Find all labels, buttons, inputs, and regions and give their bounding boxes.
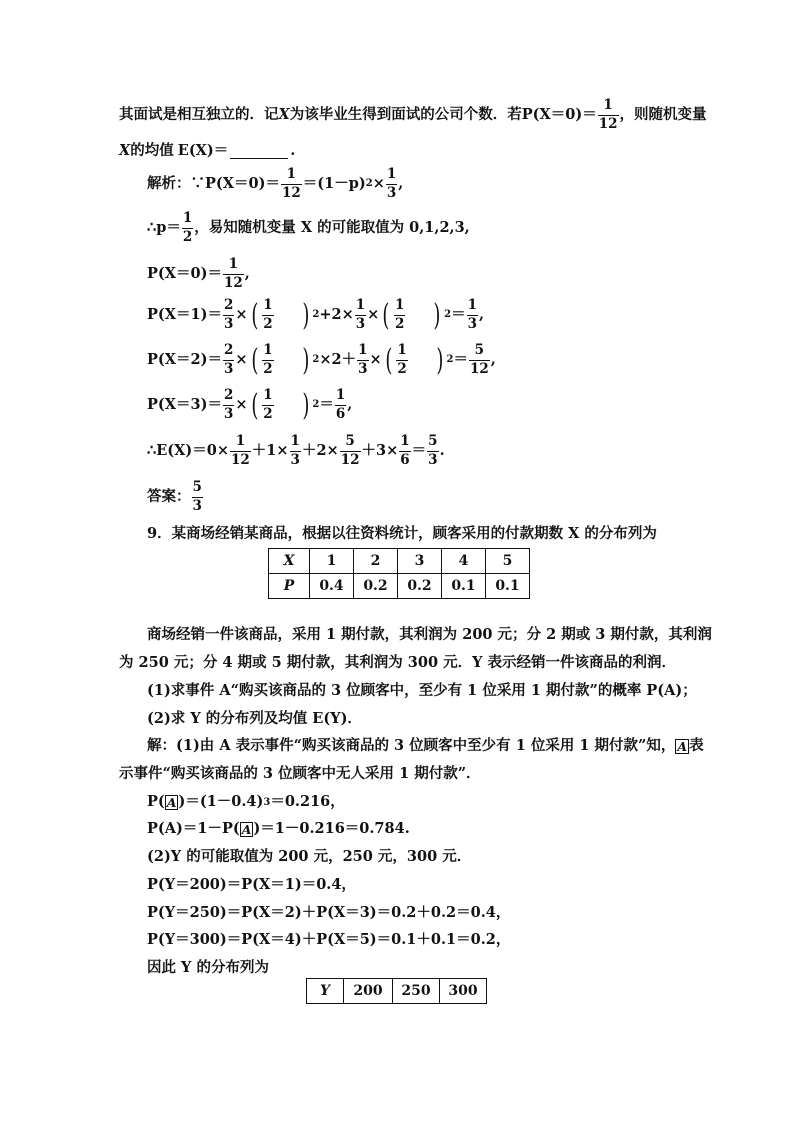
exponent: 2 xyxy=(365,178,373,189)
text: × xyxy=(235,305,248,323)
fraction: $\frac{1}{6}$ xyxy=(335,387,346,422)
fraction: $\frac{1}{2}$ xyxy=(397,342,407,377)
text: , xyxy=(244,264,250,282)
table-cell: 3 xyxy=(398,549,442,574)
text: )＝1－0.216＝0.784. xyxy=(253,820,410,838)
paragraph-line xyxy=(147,795,345,810)
text: )＝(1－0.4) xyxy=(178,793,264,811)
text: , xyxy=(347,395,353,413)
text: 表 xyxy=(689,737,704,755)
fraction: $\frac{5}{12}$ xyxy=(469,342,489,377)
paragraph-line xyxy=(119,656,676,671)
text: ∴E(X)＝0× xyxy=(147,441,229,459)
text: × xyxy=(235,395,248,413)
paragraph-line xyxy=(147,684,697,699)
text: P(X＝3)＝ xyxy=(147,395,222,413)
text: , xyxy=(479,305,485,323)
paragraph-line xyxy=(147,961,269,976)
complement-a-symbol: A xyxy=(677,739,688,754)
fraction: $\frac{1}{3}$ xyxy=(386,166,397,201)
fraction: $\frac{1}{12}$ xyxy=(223,256,243,291)
fraction: $\frac{1}{12}$ xyxy=(281,166,301,201)
fraction: $\frac{5}{12}$ xyxy=(340,433,360,468)
table-cell: 200 xyxy=(344,979,393,1004)
text: +2× xyxy=(319,305,354,323)
fraction: $\frac{2}{3}$ xyxy=(223,387,234,422)
paren: ) xyxy=(302,342,310,378)
paren: ( xyxy=(250,387,258,423)
table-cell: 0.2 xyxy=(398,574,442,599)
text: 解析：∵P(X＝0)＝ xyxy=(147,174,280,192)
answer-label: 答案： xyxy=(147,487,191,505)
paren: ( xyxy=(385,342,393,378)
text: 示事件“购买该商品的 3 位顾客中无人采用 1 期付款”． xyxy=(119,765,481,782)
paren: ( xyxy=(250,342,258,378)
text: , xyxy=(398,174,404,192)
table-cell: 300 xyxy=(440,979,487,1004)
text: P(X＝2)＝ xyxy=(147,350,222,368)
text: ＝ xyxy=(453,350,468,368)
solution-line-3 xyxy=(147,258,250,290)
text: E(X)＝ xyxy=(177,142,229,160)
text: × xyxy=(369,350,382,368)
fraction: $\frac{1}{6}$ xyxy=(400,433,410,468)
table-row xyxy=(269,574,530,599)
fraction: $\frac{2}{3}$ xyxy=(223,342,234,377)
paren: ) xyxy=(302,387,310,423)
text: ＝ xyxy=(319,395,334,413)
table-cell: 2 xyxy=(354,549,398,574)
paragraph-line xyxy=(147,628,712,643)
question-9-stem xyxy=(147,527,657,542)
fraction: $\frac{1}{2}$ xyxy=(395,297,405,332)
text: ∴p＝ xyxy=(147,218,181,236)
text: P(X＝0)＝ xyxy=(147,264,222,282)
text: 9．某商场经销某商品，根据以往资料统计，顾客采用的付款期数 X 的分布列为 xyxy=(147,525,657,542)
var: X xyxy=(278,105,290,123)
complement-a-symbol: A xyxy=(166,795,177,810)
fraction: $\frac{1}{2}$ xyxy=(263,297,273,332)
text: . xyxy=(439,441,445,459)
exponent: 3 xyxy=(263,796,271,808)
fraction: $\frac{1}{3}$ xyxy=(358,342,368,377)
fraction: $\frac{1}{3}$ xyxy=(290,433,300,468)
exponent: 2 xyxy=(312,399,320,410)
paragraph-line xyxy=(119,767,481,782)
table-cell: 4 xyxy=(442,549,486,574)
text: P( xyxy=(147,793,165,811)
text: . xyxy=(290,142,296,160)
table-cell: Y xyxy=(307,979,344,1004)
text: P(Y＝300)＝P(X＝4)＋P(X＝5)＝0.1＋0.1＝0.2， xyxy=(147,931,511,948)
table-cell: 0.1 xyxy=(486,574,530,599)
text: 为 250 元；分 4 期或 5 期付款，其利润为 300 元．Y 表示经销一件该商品的利润． xyxy=(119,654,676,671)
solution-line-7 xyxy=(147,435,445,467)
exponent: 2 xyxy=(444,309,452,320)
text: ×2＋ xyxy=(319,350,357,368)
var: X xyxy=(119,142,131,160)
paragraph-line xyxy=(147,933,510,948)
table-cell: P xyxy=(269,574,310,599)
paragraph-line xyxy=(147,739,704,754)
paragraph-line xyxy=(147,822,410,837)
paren: ( xyxy=(250,297,258,333)
paren: ) xyxy=(433,297,441,333)
table-row xyxy=(307,979,487,1004)
fraction: $\frac{1}{2}$ xyxy=(263,342,273,377)
answer-blank xyxy=(230,144,288,159)
fraction: $\frac{2}{3}$ xyxy=(223,297,234,332)
solution-line-2 xyxy=(147,212,470,244)
text: P(X＝1)＝ xyxy=(147,305,222,323)
text: × xyxy=(235,350,248,368)
table-cell: 0.2 xyxy=(354,574,398,599)
fraction: $\frac{1}{2}$ xyxy=(263,387,273,422)
table-cell: 250 xyxy=(393,979,440,1004)
fraction-1-12: $\frac{1}{12}$ xyxy=(598,97,618,132)
solution-line-4 xyxy=(147,299,484,331)
paren: ( xyxy=(382,297,390,333)
text: ，易知随机变量 X 的可能取值为 0,1,2,3, xyxy=(194,218,470,236)
exponent: 2 xyxy=(446,354,454,365)
exponent: 2 xyxy=(312,309,320,320)
text: (2)求 Y 的分布列及均值 E(Y)． xyxy=(147,710,362,727)
text: ，则随机变量 xyxy=(619,105,707,123)
text: ＝ xyxy=(451,305,466,323)
fraction: $\frac{1}{12}$ xyxy=(231,433,250,468)
text: (1)求事件 A“购买该商品的 3 位顾客中，至少有 1 位采用 1 期付款”的概率 P(A)； xyxy=(147,682,697,699)
table-cell: 0.4 xyxy=(310,574,354,599)
distribution-table-y xyxy=(306,978,487,1004)
paragraph-line xyxy=(147,878,356,893)
text: 因此 Y 的分布列为 xyxy=(147,959,269,976)
fraction: $\frac{1}{3}$ xyxy=(355,297,366,332)
text: ＝0.216， xyxy=(270,793,345,811)
fraction: $\frac{5}{3}$ xyxy=(428,433,438,468)
fraction: $\frac{1}{3}$ xyxy=(467,297,478,332)
answer-line xyxy=(147,481,204,513)
text: × xyxy=(372,174,385,192)
text: P(Y＝250)＝P(X＝2)＋P(X＝3)＝0.2＋0.2＝0.4， xyxy=(147,904,511,921)
solution-line-1 xyxy=(147,168,403,200)
text: P(A)＝1－P( xyxy=(147,820,240,838)
text: ＝(1－p) xyxy=(302,174,366,192)
text: P(X＝0)＝ xyxy=(521,105,597,123)
table-cell: X xyxy=(269,549,310,574)
complement-a-symbol: A xyxy=(241,822,252,837)
text: 的均值 xyxy=(130,142,174,160)
problem-text-line-2 xyxy=(119,144,295,159)
exponent: 2 xyxy=(312,354,320,365)
text: 其面试是相互独立的．记 xyxy=(119,105,279,123)
text: (2)Y 的可能取值为 200 元，250 元，300 元． xyxy=(147,848,472,865)
solution-line-6 xyxy=(147,389,352,421)
text: 为该毕业生得到面试的公司个数．若 xyxy=(289,105,522,123)
text: ＝ xyxy=(411,441,427,459)
paren: ) xyxy=(302,297,310,333)
paragraph-line xyxy=(147,906,510,921)
text: 解：(1)由 A 表示事件“购买该商品的 3 位顾客中至少有 1 位采用 1 期付款”知， xyxy=(147,737,676,755)
text: × xyxy=(367,305,380,323)
answer-fraction: $\frac{5}{3}$ xyxy=(192,479,202,514)
table-cell: 0.1 xyxy=(442,574,486,599)
text: ＋1× xyxy=(251,441,289,459)
text: ＋3× xyxy=(361,441,399,459)
text: ＋2× xyxy=(301,441,339,459)
problem-text-line-1 xyxy=(119,99,707,131)
fraction: $\frac{1}{2}$ xyxy=(182,210,193,245)
paragraph-line xyxy=(147,712,362,727)
distribution-table-x xyxy=(268,548,530,599)
solution-line-5 xyxy=(147,344,496,376)
paren: ) xyxy=(436,342,444,378)
text: P(Y＝200)＝P(X＝1)＝0.4， xyxy=(147,876,356,893)
table-cell: 5 xyxy=(486,549,530,574)
text: , xyxy=(490,350,496,368)
paragraph-line xyxy=(147,850,471,865)
text: 商场经销一件该商品，采用 1 期付款，其利润为 200 元；分 2 期或 3 期付款，其利润 xyxy=(147,626,712,643)
table-cell: 1 xyxy=(310,549,354,574)
table-row xyxy=(269,549,530,574)
